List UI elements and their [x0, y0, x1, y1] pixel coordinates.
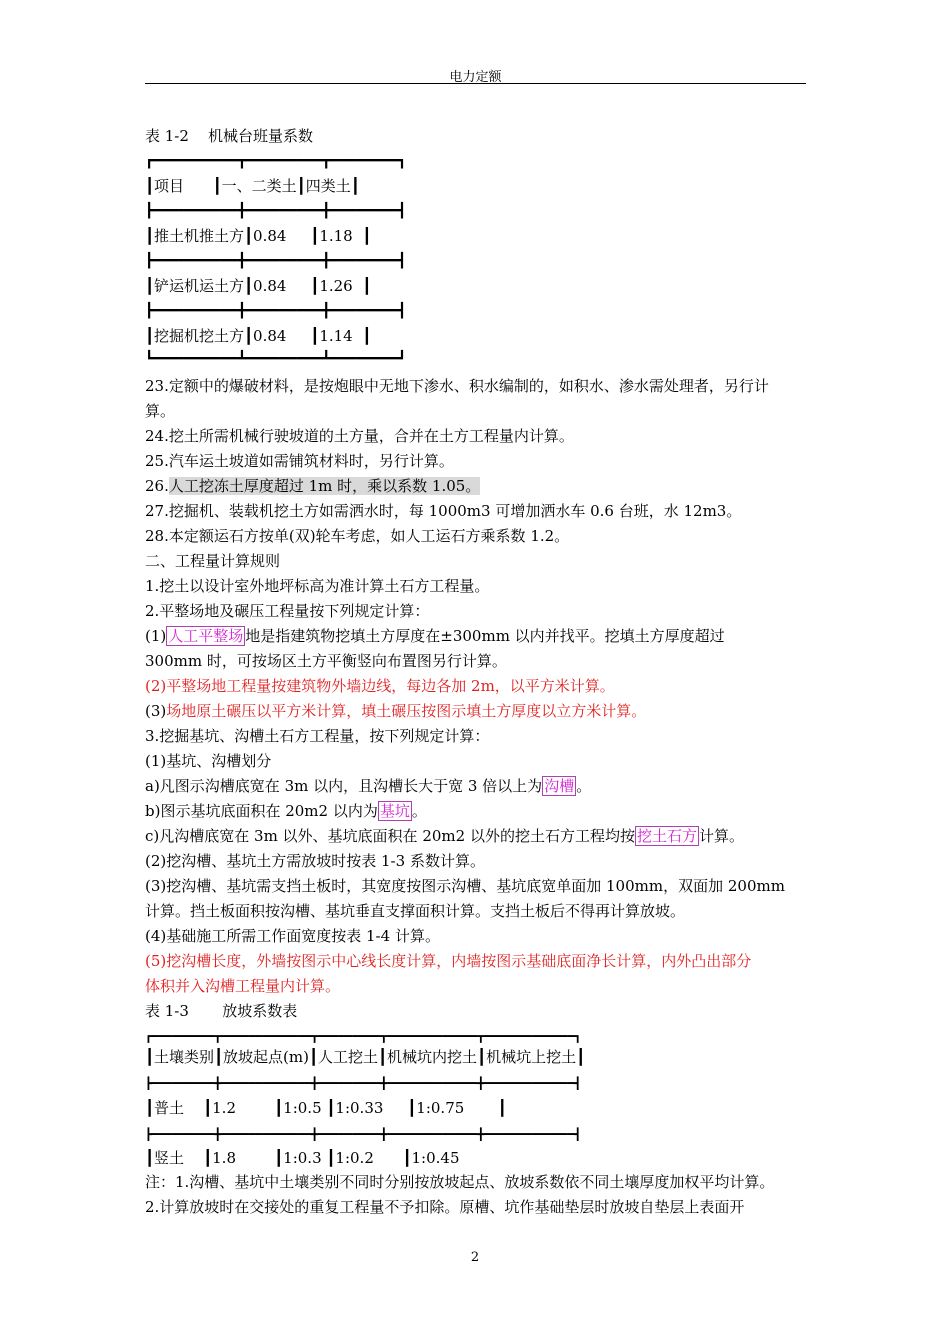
note-1: 注：1.沟槽、基坑中土壤类别不同时分别按放坡起点、放坡系数依不同土壤厚度加权平均计算。	[145, 1173, 775, 1191]
table-1-3-header-row: ┃土壤类别┃放坡起点(m)┃人工挖土┃机械坑内挖土┃机械坑上挖土┃	[145, 1048, 586, 1066]
paragraph-28: 28.本定额运石方按单(双)轮车考虑，如人工运石方乘系数 1.2。	[145, 527, 570, 545]
table-1-3-row: ┃竖土 ┃1.8 ┃1:0.3 ┃1:0.2 ┃1:0.45	[145, 1149, 460, 1167]
note-2: 2.计算放坡时在交接处的重复工程量不予扣除。原槽、坑作基础垫层时放坡自垫层上表面开	[145, 1198, 745, 1216]
rule-1: 1.挖土以设计室外地坪标高为准计算土石方工程量。	[145, 577, 490, 595]
rule-3-3-cont: 计算。挡土板面积按沟槽、基坑垂直支撑面积计算。支挡土板后不得再计算放坡。	[145, 902, 686, 920]
paragraph-24: 24.挖土所需机械行驶坡道的土方量，合并在土方工程量内计算。	[145, 427, 574, 445]
rule-3-5-cont: 体积并入沟槽工程量内计算。	[145, 977, 341, 995]
section-heading: 二、工程量计算规则	[145, 552, 281, 570]
rule-3-3: (3)挖沟槽、基坑需支挡土板时，其宽度按图示沟槽、基坑底宽单面加 100mm，双面加 200mm	[145, 877, 785, 895]
table-1-2-header-row: ┃项目 ┃一、二类土┃四类土┃	[145, 177, 360, 195]
paragraph-27: 27.挖掘机、装载机挖土方如需洒水时，每 1000m3 可增加洒水车 0.6 台班，水 12m3。	[145, 502, 742, 520]
table-1-3-caption: 表 1-3 放坡系数表	[145, 1002, 298, 1020]
paragraph-23: 23.定额中的爆破材料，是按炮眼中无地下渗水、积水编制的，如积水、渗水需处理者，另行计	[145, 377, 769, 395]
table-1-2-separator: ┣━━━━━━━━━━╋━━━━━━━━━╋━━━━━━━━┫	[145, 203, 407, 219]
red-text: 挖沟槽长度，外墙按图示中心线长度计算，内墙按图示基础底面净长计算，内外凸出部分	[166, 952, 752, 970]
rule-3-1: (1)基坑、沟槽划分	[145, 752, 272, 770]
rule-3: 3.挖掘基坑、沟槽土石方工程量，按下列规定计算：	[145, 727, 490, 745]
table-1-2-bottom: ┗━━━━━━━━━━┻━━━━━━━━━┻━━━━━━━━┛	[145, 351, 407, 367]
rule-3-5	[145, 951, 751, 971]
table-1-2-row: ┃铲运机运土方┃0.84 ┃1.26 ┃	[145, 277, 372, 295]
rule-text: 计算。	[698, 827, 744, 845]
table-1-2-top: ┏━━━━━━━━━━┳━━━━━━━━━┳━━━━━━━━┓	[145, 153, 407, 169]
rule-2-1	[145, 626, 725, 646]
hyperlink-earthwork[interactable]: 挖土石方	[636, 827, 697, 845]
rule-text: a)凡图示沟槽底宽在 3m 以内，且沟槽长大于宽 3 倍以上为	[145, 777, 543, 795]
highlighted-text: 人工挖冻土厚度超过 1m 时，乘以系数 1.05。	[168, 477, 481, 495]
red-text: 场地原土碾压以平方米计算，填土碾压按图示填土方厚度以立方米计算。	[166, 702, 647, 720]
header-rule	[145, 83, 806, 84]
paragraph-26	[145, 476, 480, 496]
rule-2: 2.平整场地及碾压工程量按下列规定计算：	[145, 602, 430, 620]
table-1-2-separator: ┣━━━━━━━━━━╋━━━━━━━━━╋━━━━━━━━┫	[145, 253, 407, 269]
rule-text: 。	[576, 777, 592, 795]
table-1-3-separator: ┣━━━━━━━━━╋━━━━━━━━━━━━━╋━━━━━━━━━╋━━━━━━━━━━━━━╋━━━━━━━━━━━━━┫	[145, 1076, 582, 1090]
item-number: (3)	[145, 702, 167, 720]
hyperlink-pit[interactable]: 基坑	[379, 802, 410, 820]
rule-3-2: (2)挖沟槽、基坑土方需放坡时按表 1-3 系数计算。	[145, 852, 485, 870]
table-1-3-separator: ┣━━━━━━━━━╋━━━━━━━━━━━━━╋━━━━━━━━━╋━━━━━━━━━━━━━╋━━━━━━━━━━━━━┫	[145, 1127, 582, 1141]
hyperlink-trench[interactable]: 沟槽	[544, 777, 575, 795]
rule-2-2	[145, 676, 615, 696]
hyperlink-manual-leveling[interactable]: 人工平整场	[168, 627, 244, 645]
table-1-2-separator: ┣━━━━━━━━━━╋━━━━━━━━━╋━━━━━━━━┫	[145, 303, 407, 319]
rule-2-1-cont: 300mm 时，可按场区土方平衡竖向布置图另行计算。	[145, 652, 507, 670]
table-1-2-row: ┃挖掘机挖土方┃0.84 ┃1.14 ┃	[145, 327, 372, 345]
page-number: 2	[470, 1250, 480, 1265]
item-number: (5)	[145, 952, 167, 970]
rule-3-4: (4)基础施工所需工作面宽度按表 1-4 计算。	[145, 927, 440, 945]
paragraph-25: 25.汽车运土坡道如需铺筑材料时，另行计算。	[145, 452, 454, 470]
item-number: (2)	[145, 677, 167, 695]
rule-text: b)图示基坑底面积在 20m2 以内为	[145, 802, 378, 820]
table-1-3-row: ┃普土 ┃1.2 ┃1:0.5 ┃1:0.33 ┃1:0.75 ┃	[145, 1099, 507, 1117]
rule-2-1-text: 地是指建筑物挖填土方厚度在±300mm 以内并找平。挖填土方厚度超过	[245, 627, 725, 645]
rule-3-1-a	[145, 776, 591, 796]
red-text: 平整场地工程量按建筑物外墙边线，每边各加 2m，以平方米计算。	[166, 677, 615, 695]
rule-text: 。	[411, 802, 427, 820]
rule-3-1-c	[145, 826, 744, 846]
paragraph-26-number: 26.	[145, 477, 169, 495]
rule-3-1-b	[145, 801, 427, 821]
table-1-2-row: ┃推土机推土方┃0.84 ┃1.18 ┃	[145, 227, 372, 245]
table-1-3-top: ┏━━━━━━━━━┳━━━━━━━━━━━━━┳━━━━━━━━━┳━━━━━━━━━━━━━┳━━━━━━━━━━━━━┓	[145, 1029, 582, 1043]
table-1-2-caption: 表 1-2 机械台班量系数	[145, 127, 313, 145]
rule-text: c)凡沟槽底宽在 3m 以外、基坑底面积在 20m2 以外的挖土石方工程均按	[145, 827, 635, 845]
page-header: 电力定额	[449, 70, 502, 85]
item-number: (1)	[145, 627, 167, 645]
rule-2-3	[145, 701, 646, 721]
paragraph-23-cont: 算。	[145, 402, 176, 420]
